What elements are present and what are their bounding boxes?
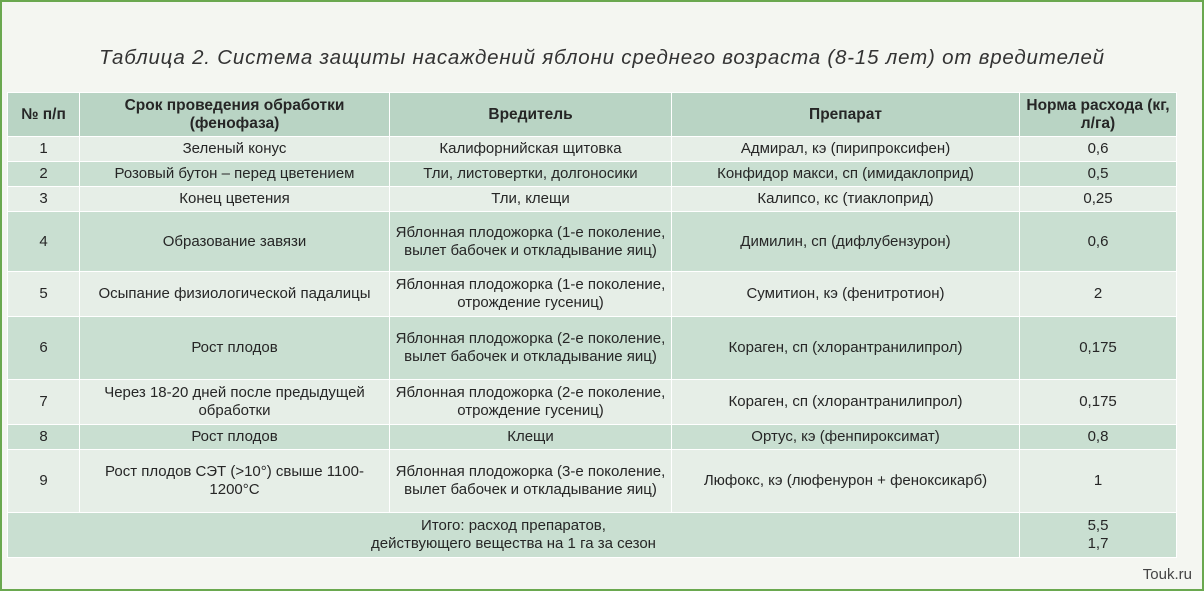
cell-period: Конец цветения xyxy=(80,187,390,212)
watermark: Touk.ru xyxy=(1142,566,1192,583)
table-row xyxy=(8,317,1177,380)
cell-pest: Яблонная плодожорка (1-е поколение, вылет бабочек и откладывание яиц) xyxy=(390,212,672,272)
cell-num: 1 xyxy=(8,137,80,162)
table-row xyxy=(8,272,1177,317)
cell-product: Калипсо, кс (тиаклоприд) xyxy=(672,187,1020,212)
table-title: Таблица 2. Система защиты насаждений яблони среднего возраста (8-15 лет) от вредителей xyxy=(99,46,1105,69)
cell-num: 5 xyxy=(8,272,80,317)
cell-pest: Калифорнийская щитовка xyxy=(390,137,672,162)
total-value-products: 5,5 xyxy=(1087,517,1109,534)
cell-period: Рост плодов СЭТ (>10°) свыше 1100-1200°C xyxy=(80,450,390,513)
table-row xyxy=(8,187,1177,212)
cell-pest: Яблонная плодожорка (2-е поколение, отрождение гусениц) xyxy=(390,380,672,425)
table-row xyxy=(8,380,1177,425)
cell-period: Розовый бутон – перед цветением xyxy=(80,162,390,187)
cell-period: Осыпание физиологической падалицы xyxy=(80,272,390,317)
cell-product: Люфокс, кэ (люфенурон + феноксикарб) xyxy=(672,450,1020,513)
cell-pest: Яблонная плодожорка (2-е поколение, вылет бабочек и откладывание яиц) xyxy=(390,317,672,380)
table-row xyxy=(8,450,1177,513)
cell-pest: Тли, листовертки, долгоносики xyxy=(390,162,672,187)
cell-num: 8 xyxy=(8,425,80,450)
cell-product: Кораген, сп (хлорантранилипрол) xyxy=(672,317,1020,380)
total-value-active: 1,7 xyxy=(1087,535,1109,552)
cell-num: 7 xyxy=(8,380,80,425)
cell-product: Ортус, кэ (фенпироксимат) xyxy=(672,425,1020,450)
cell-num: 9 xyxy=(8,450,80,513)
cell-num: 2 xyxy=(8,162,80,187)
cell-rate: 2 xyxy=(1020,272,1177,317)
cell-product: Конфидор макси, сп (имидаклоприд) xyxy=(672,162,1020,187)
cell-period: Через 18-20 дней после предыдущей обработки xyxy=(80,380,390,425)
cell-rate: 0,8 xyxy=(1020,425,1177,450)
total-label xyxy=(8,513,1020,558)
table-row xyxy=(8,425,1177,450)
cell-rate: 1 xyxy=(1020,450,1177,513)
cell-period: Зеленый конус xyxy=(80,137,390,162)
cell-rate: 0,175 xyxy=(1020,380,1177,425)
total-label-line1: Итого: расход препаратов, xyxy=(421,517,606,534)
cell-rate: 0,5 xyxy=(1020,162,1177,187)
cell-rate: 0,25 xyxy=(1020,187,1177,212)
cell-pest: Клещи xyxy=(390,425,672,450)
table-row xyxy=(8,212,1177,272)
total-label-line2: действующего вещества на 1 га за сезон xyxy=(371,535,656,552)
total-row xyxy=(8,513,1177,558)
cell-period: Рост плодов xyxy=(80,317,390,380)
header-num: № п/п xyxy=(8,93,80,137)
header-pest: Вредитель xyxy=(390,93,672,137)
cell-product: Кораген, сп (хлорантранилипрол) xyxy=(672,380,1020,425)
cell-rate: 0,6 xyxy=(1020,212,1177,272)
header-rate: Норма расхода (кг, л/га) xyxy=(1020,93,1177,137)
cell-rate: 0,6 xyxy=(1020,137,1177,162)
cell-pest: Тли, клещи xyxy=(390,187,672,212)
cell-num: 3 xyxy=(8,187,80,212)
cell-product: Димилин, сп (дифлубензурон) xyxy=(672,212,1020,272)
cell-pest: Яблонная плодожорка (3-е поколение, вылет бабочек и откладывание яиц) xyxy=(390,450,672,513)
cell-product: Адмирал, кэ (пирипроксифен) xyxy=(672,137,1020,162)
total-values xyxy=(1020,513,1177,558)
cell-product: Сумитион, кэ (фенитротион) xyxy=(672,272,1020,317)
header-product: Препарат xyxy=(672,93,1020,137)
cell-period: Рост плодов xyxy=(80,425,390,450)
cell-num: 4 xyxy=(8,212,80,272)
pest-protection-table xyxy=(7,92,1177,558)
header-row xyxy=(8,93,1177,137)
header-period: Срок проведения обработки (фенофаза) xyxy=(80,93,390,137)
cell-num: 6 xyxy=(8,317,80,380)
table-row xyxy=(8,162,1177,187)
cell-period: Образование завязи xyxy=(80,212,390,272)
cell-pest: Яблонная плодожорка (1-е поколение, отрождение гусениц) xyxy=(390,272,672,317)
table-row xyxy=(8,137,1177,162)
cell-rate: 0,175 xyxy=(1020,317,1177,380)
